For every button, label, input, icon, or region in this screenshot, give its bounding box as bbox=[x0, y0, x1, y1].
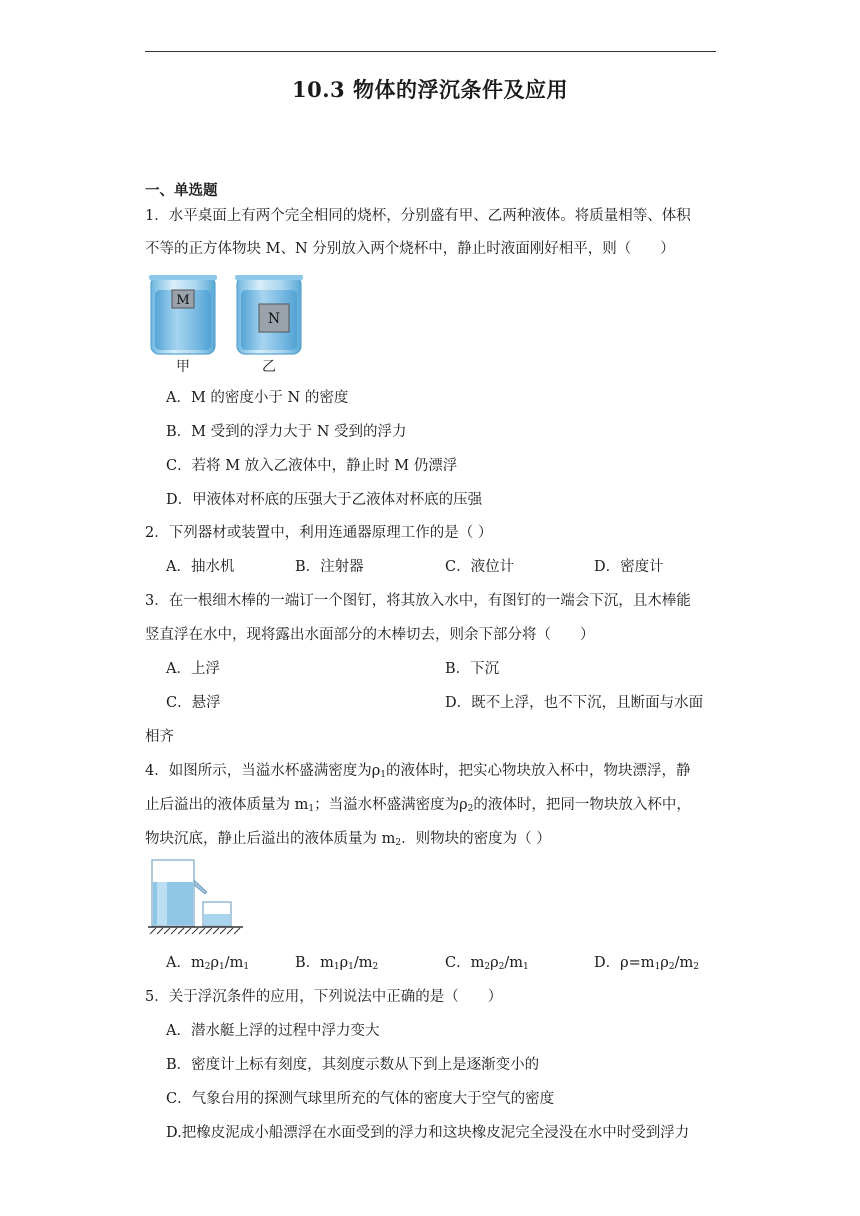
svg-text:M: M bbox=[176, 293, 190, 308]
q3-option-a[interactable]: A．上浮 bbox=[166, 661, 220, 677]
label-yi: 乙 bbox=[262, 359, 276, 375]
q3-option-b[interactable]: B．下沉 bbox=[445, 661, 500, 677]
label-jia: 甲 bbox=[176, 359, 190, 375]
beaker-yi bbox=[235, 275, 303, 354]
q5-option-a[interactable]: A．潜水艇上浮的过程中浮力变大 bbox=[166, 1023, 380, 1039]
q5-option-c[interactable]: C．气象台用的探测气球里所充的气体的密度大于空气的密度 bbox=[166, 1091, 555, 1107]
q1-stem-line2: 不等的正方体物块 M、N 分别放入两个烧杯中，静止时液面刚好相平，则（ ） bbox=[145, 241, 675, 257]
q1-option-d[interactable]: D．甲液体对杯底的压强大于乙液体对杯底的压强 bbox=[166, 492, 483, 508]
section-heading: 一、单选题 bbox=[145, 182, 218, 199]
q1-stem-line1: 1．水平桌面上有两个完全相同的烧杯，分别盛有甲、乙两种液体。将质量相等、体积 bbox=[145, 208, 691, 224]
q5-option-d[interactable]: D.把橡皮泥成小船漂浮在水面受到的浮力和这块橡皮泥完全浸没在水中时受到浮力 bbox=[166, 1125, 690, 1141]
q1-beakers-figure bbox=[145, 272, 310, 377]
svg-text:N: N bbox=[267, 311, 281, 327]
q3-option-c[interactable]: C．悬浮 bbox=[166, 695, 221, 711]
q4-stem-line3: 物块沉底，静止后溢出的液体质量为 $m_2$．则物块的密度为（ ） bbox=[145, 831, 551, 848]
q4-option-d[interactable]: D．$\rho=m_1\rho_2/m_2$ bbox=[594, 955, 699, 972]
q2-option-a[interactable]: A．抽水机 bbox=[166, 559, 235, 575]
q2-stem: 2．下列器材或装置中，利用连通器原理工作的是（ ） bbox=[145, 525, 493, 541]
header-rule bbox=[145, 51, 716, 52]
q3-stem-line1: 3．在一根细木棒的一端订一个图钉，将其放入水中，有图钉的一端会下沉，且木棒能 bbox=[145, 593, 691, 609]
q2-option-b[interactable]: B．注射器 bbox=[295, 559, 364, 575]
q4-option-c[interactable]: C．$m_2\rho_2/m_1$ bbox=[445, 955, 529, 972]
q2-option-d[interactable]: D．密度计 bbox=[594, 559, 664, 575]
q3-option-d-continued: 相齐 bbox=[145, 729, 174, 745]
beaker-jia bbox=[149, 275, 217, 354]
q1-option-c[interactable]: C．若将 M 放入乙液体中，静止时 M 仍漂浮 bbox=[166, 458, 458, 474]
q1-option-a[interactable]: A．M 的密度小于 N 的密度 bbox=[166, 390, 349, 406]
q4-option-a[interactable]: A．$m_2\rho_1/m_1$ bbox=[166, 955, 250, 972]
q4-overflow-cup-figure bbox=[145, 858, 245, 938]
q2-option-c[interactable]: C．液位计 bbox=[445, 559, 515, 575]
q3-stem-line2: 竖直浮在水中，现将露出水面部分的木棒切去，则余下部分将（ ） bbox=[145, 627, 595, 643]
q5-stem: 5．关于浮沉条件的应用，下列说法中正确的是（ ） bbox=[145, 989, 503, 1005]
beaker-small bbox=[203, 902, 231, 926]
page-title: 10.3 物体的浮沉条件及应用 bbox=[292, 77, 568, 102]
q4-stem-line1: 4．如图所示，当溢水杯盛满密度为$\rho_1$的液体时，把实心物块放入杯中，物块漂浮，静 bbox=[145, 763, 691, 780]
q5-option-b[interactable]: B．密度计上标有刻度，其刻度示数从下到上是逐渐变小的 bbox=[166, 1057, 540, 1073]
q1-option-b[interactable]: B．M 受到的浮力大于 N 受到的浮力 bbox=[166, 424, 407, 440]
overflow-cup bbox=[152, 860, 207, 926]
q4-stem-line2: 止后溢出的液体质量为 $m_1$；当溢水杯盛满密度为$\rho_2$的液体时，把同一物块放入杯中， bbox=[145, 797, 691, 814]
q3-option-d[interactable]: D．既不上浮，也不下沉，且断面与水面 bbox=[445, 695, 704, 711]
q4-option-b[interactable]: B．$m_1\rho_1/m_2$ bbox=[295, 955, 379, 972]
